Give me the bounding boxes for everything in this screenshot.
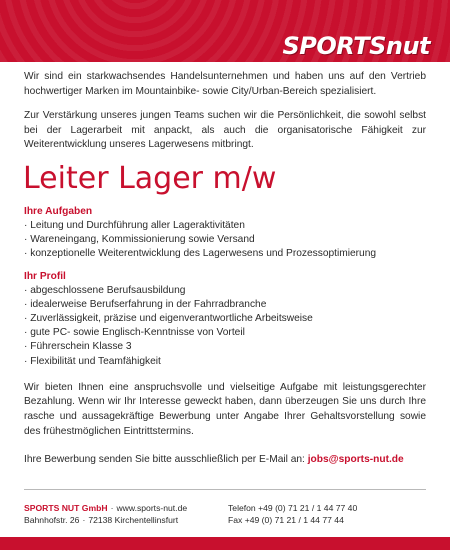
list-item: · Führerschein Klasse 3 (24, 340, 426, 354)
list-item: · Leitung und Durchführung aller Lageraktivitäten (24, 219, 426, 233)
apply-text: Ihre Bewerbung senden Sie bitte ausschließlich per E-Mail an: (24, 454, 305, 466)
list-item: · abgeschlossene Berufsausbildung (24, 284, 426, 298)
job-title: Leiter Lager m/w (23, 160, 277, 196)
offer-paragraph: Wir bieten Ihnen eine anspruchsvolle und vielseitige Aufgabe mit leistungsgerechter Bezahlung. Wenn wir Ihr Interesse geweckt haben, dann überzeugen Sie uns durch Ihre rasche und aussagekräftige Bewerbung unter Angabe Ihrer Gehaltsvorstellung sowie des frühestmöglichen Eintrittstermins. (24, 381, 426, 437)
footer-city: 72138 Kirchentellinsfurt (88, 514, 179, 525)
intro-paragraph-company: Wir sind ein starkwachsendes Handelsunternehmen und haben uns auf den Vertrieb hochwertiger Marken im Mountainbike- sowie City/Urban-Bereich spezialisiert. (24, 71, 426, 97)
footer-company: SPORTS NUT GmbH (24, 503, 108, 513)
sportsnut-logo: SPORTSnut (282, 32, 430, 60)
list-item: · gute PC- sowie Englisch-Kenntnisse von Vorteil (24, 326, 426, 340)
profile-list (24, 284, 426, 369)
footer-fax: Fax +49 (0) 71 21 / 1 44 77 44 (228, 514, 344, 525)
tasks-list (24, 219, 426, 262)
footer-website-link[interactable]: www.sports-nut.de (116, 503, 188, 513)
list-item: · Zuverlässigkeit, präzise und eigenverantwortliche Arbeitsweise (24, 312, 426, 326)
apply-email-link[interactable]: jobs@sports-nut.de (307, 454, 404, 466)
footer-phone: Telefon +49 (0) 71 21 / 1 44 77 40 (228, 503, 358, 513)
footer-contact (228, 503, 426, 526)
footer-address (24, 503, 224, 526)
job-ad-body (24, 70, 426, 467)
footer-separator: · (110, 503, 114, 513)
profile-heading: Ihr Profil (24, 270, 66, 282)
tasks-heading: Ihre Aufgaben (24, 205, 93, 217)
list-item: · Wareneingang, Kommissionierung sowie Versand (24, 233, 426, 247)
list-item: · idealerweise Berufserfahrung in der Fahrradbranche (24, 298, 426, 312)
footer-street: Bahnhofstr. 26 (24, 514, 80, 525)
list-item: · konzeptionelle Weiterentwicklung des Lagerwesens und Prozessoptimierung (24, 247, 426, 261)
footer-divider (24, 489, 426, 490)
intro-paragraph-team: Zur Verstärkung unseres jungen Teams suchen wir die Persönlichkeit, die sowohl selbst bei der Lagerarbeit mit anpackt, als auch die organisatorische Fähigkeit zur Weiterentwicklung unseres Lagerwesens mitbringt. (24, 110, 426, 151)
bottom-band (0, 537, 450, 550)
apply-line (24, 453, 426, 467)
footer-separator: · (82, 514, 86, 525)
list-item: · Flexibilität und Teamfähigkeit (24, 355, 426, 369)
